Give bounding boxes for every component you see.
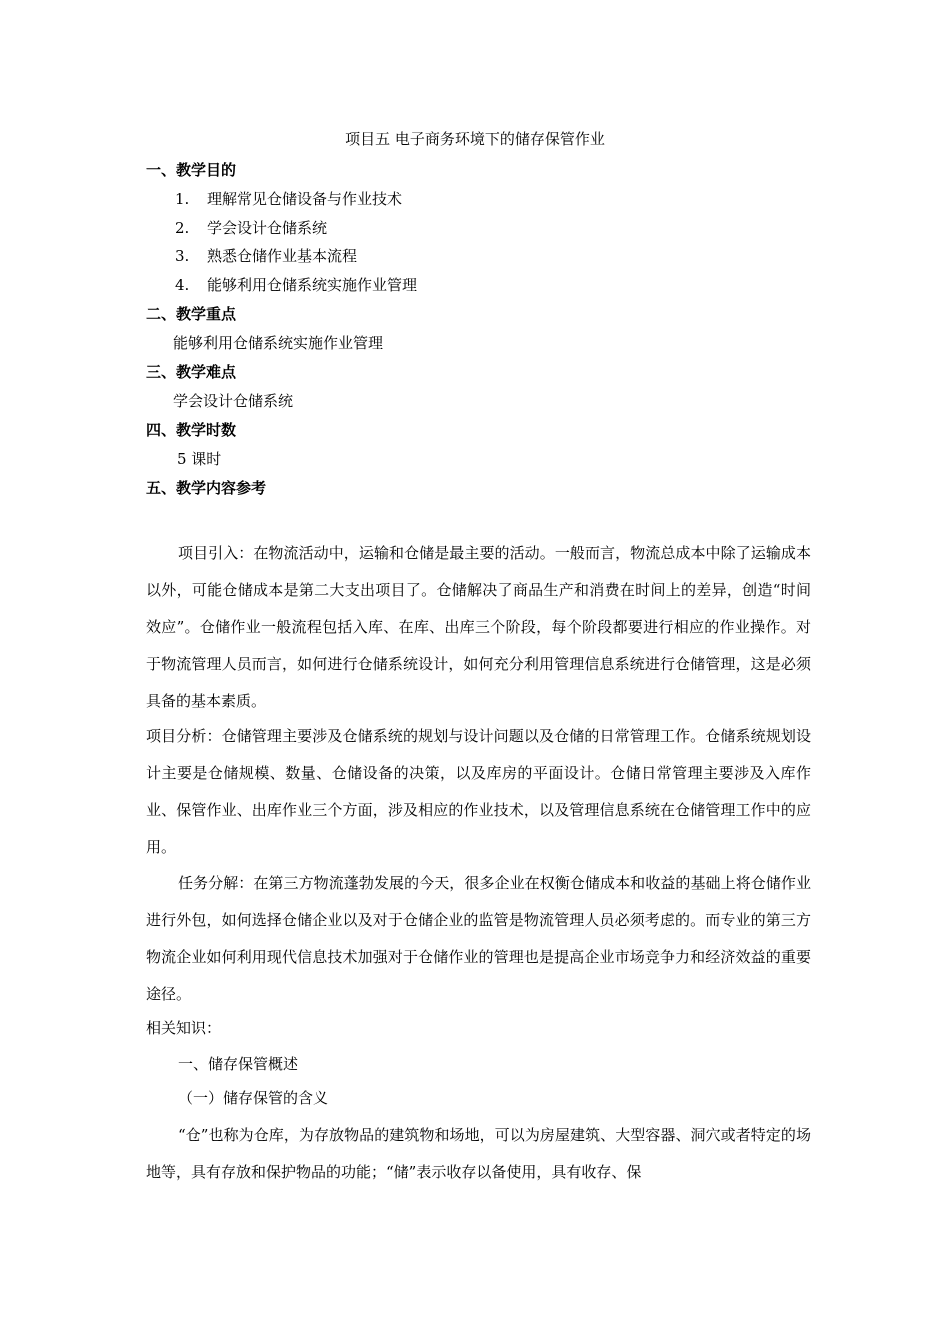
list-item-text: 理解常见仓储设备与作业技术 — [207, 190, 403, 208]
section-heading-difficulties: 三、教学难点 — [146, 363, 237, 381]
list-item-text: 熟悉仓储作业基本流程 — [207, 247, 358, 265]
list-item-text: 学会设计仓储系统 — [207, 219, 328, 237]
section-heading-hours: 四、教学时数 — [146, 421, 237, 439]
paragraph-intro: 项目引入：在物流活动中，运输和仓储是最主要的活动。一般而言，物流总成本中除了运输成本以外，可能仓储成本是第二大支出项目了。仓储解决了商品生产和消费在时间上的差异，创造“时间效应”。仓储作业一般流程包括入库、在库、出库三个阶段，每个阶段都要进行相应的作业操作。对于物流管理人员而言，如何进行仓储系统设计，如何充分利用管理信息系统进行仓储管理，这是必须具备的基本素质。 — [146, 544, 811, 710]
paragraph-definition: “仓”也称为仓库，为存放物品的建筑物和场地，可以为房屋建筑、大型容器、洞穴或者特定的场地等，具有存放和保护物品的功能；“储”表示收存以备使用，具有收存、保 — [146, 1126, 811, 1181]
list-item-text: 能够利用仓储系统实施作业管理 — [207, 276, 418, 294]
subheading-storage-meaning: （一）储存保管的含义 — [178, 1089, 329, 1107]
related-knowledge-label: 相关知识： — [146, 1019, 222, 1037]
document-title: 项目五 电子商务环境下的储存保管作业 — [345, 130, 605, 148]
subheading-storage-overview: 一、储存保管概述 — [178, 1055, 299, 1073]
section-heading-key-points: 二、教学重点 — [146, 305, 237, 323]
paragraph-task: 任务分解：在第三方物流蓬勃发展的今天，很多企业在权衡仓储成本和收益的基础上将仓储作业进行外包，如何选择仓储企业以及对于仓储企业的监管是物流管理人员必须考虑的。而专业的第三方物流企业如何利用现代信息技术加强对于仓储作业的管理也是提高企业市场竞争力和经济效益的重要途径。 — [146, 874, 811, 1003]
list-item-number: 3. — [175, 247, 190, 265]
hours-text: 5 课时 — [177, 450, 222, 468]
list-item-number: 4. — [175, 276, 190, 294]
list-item-number: 2. — [175, 219, 190, 237]
section-heading-teaching-goals: 一、教学目的 — [146, 161, 237, 179]
list-item-number: 1. — [175, 190, 190, 208]
paragraph-analysis: 项目分析：仓储管理主要涉及仓储系统的规划与设计问题以及仓储的日常管理工作。仓储系统规划设计主要是仓储规模、数量、仓储设备的决策，以及库房的平面设计。仓储日常管理主要涉及入库作业、保管作业、出库作业三个方面，涉及相应的作业技术，以及管理信息系统在仓储管理工作中的应用。 — [146, 727, 811, 856]
key-points-text: 能够利用仓储系统实施作业管理 — [173, 334, 384, 352]
section-heading-content-reference: 五、教学内容参考 — [146, 479, 267, 497]
difficulties-text: 学会设计仓储系统 — [173, 392, 294, 410]
